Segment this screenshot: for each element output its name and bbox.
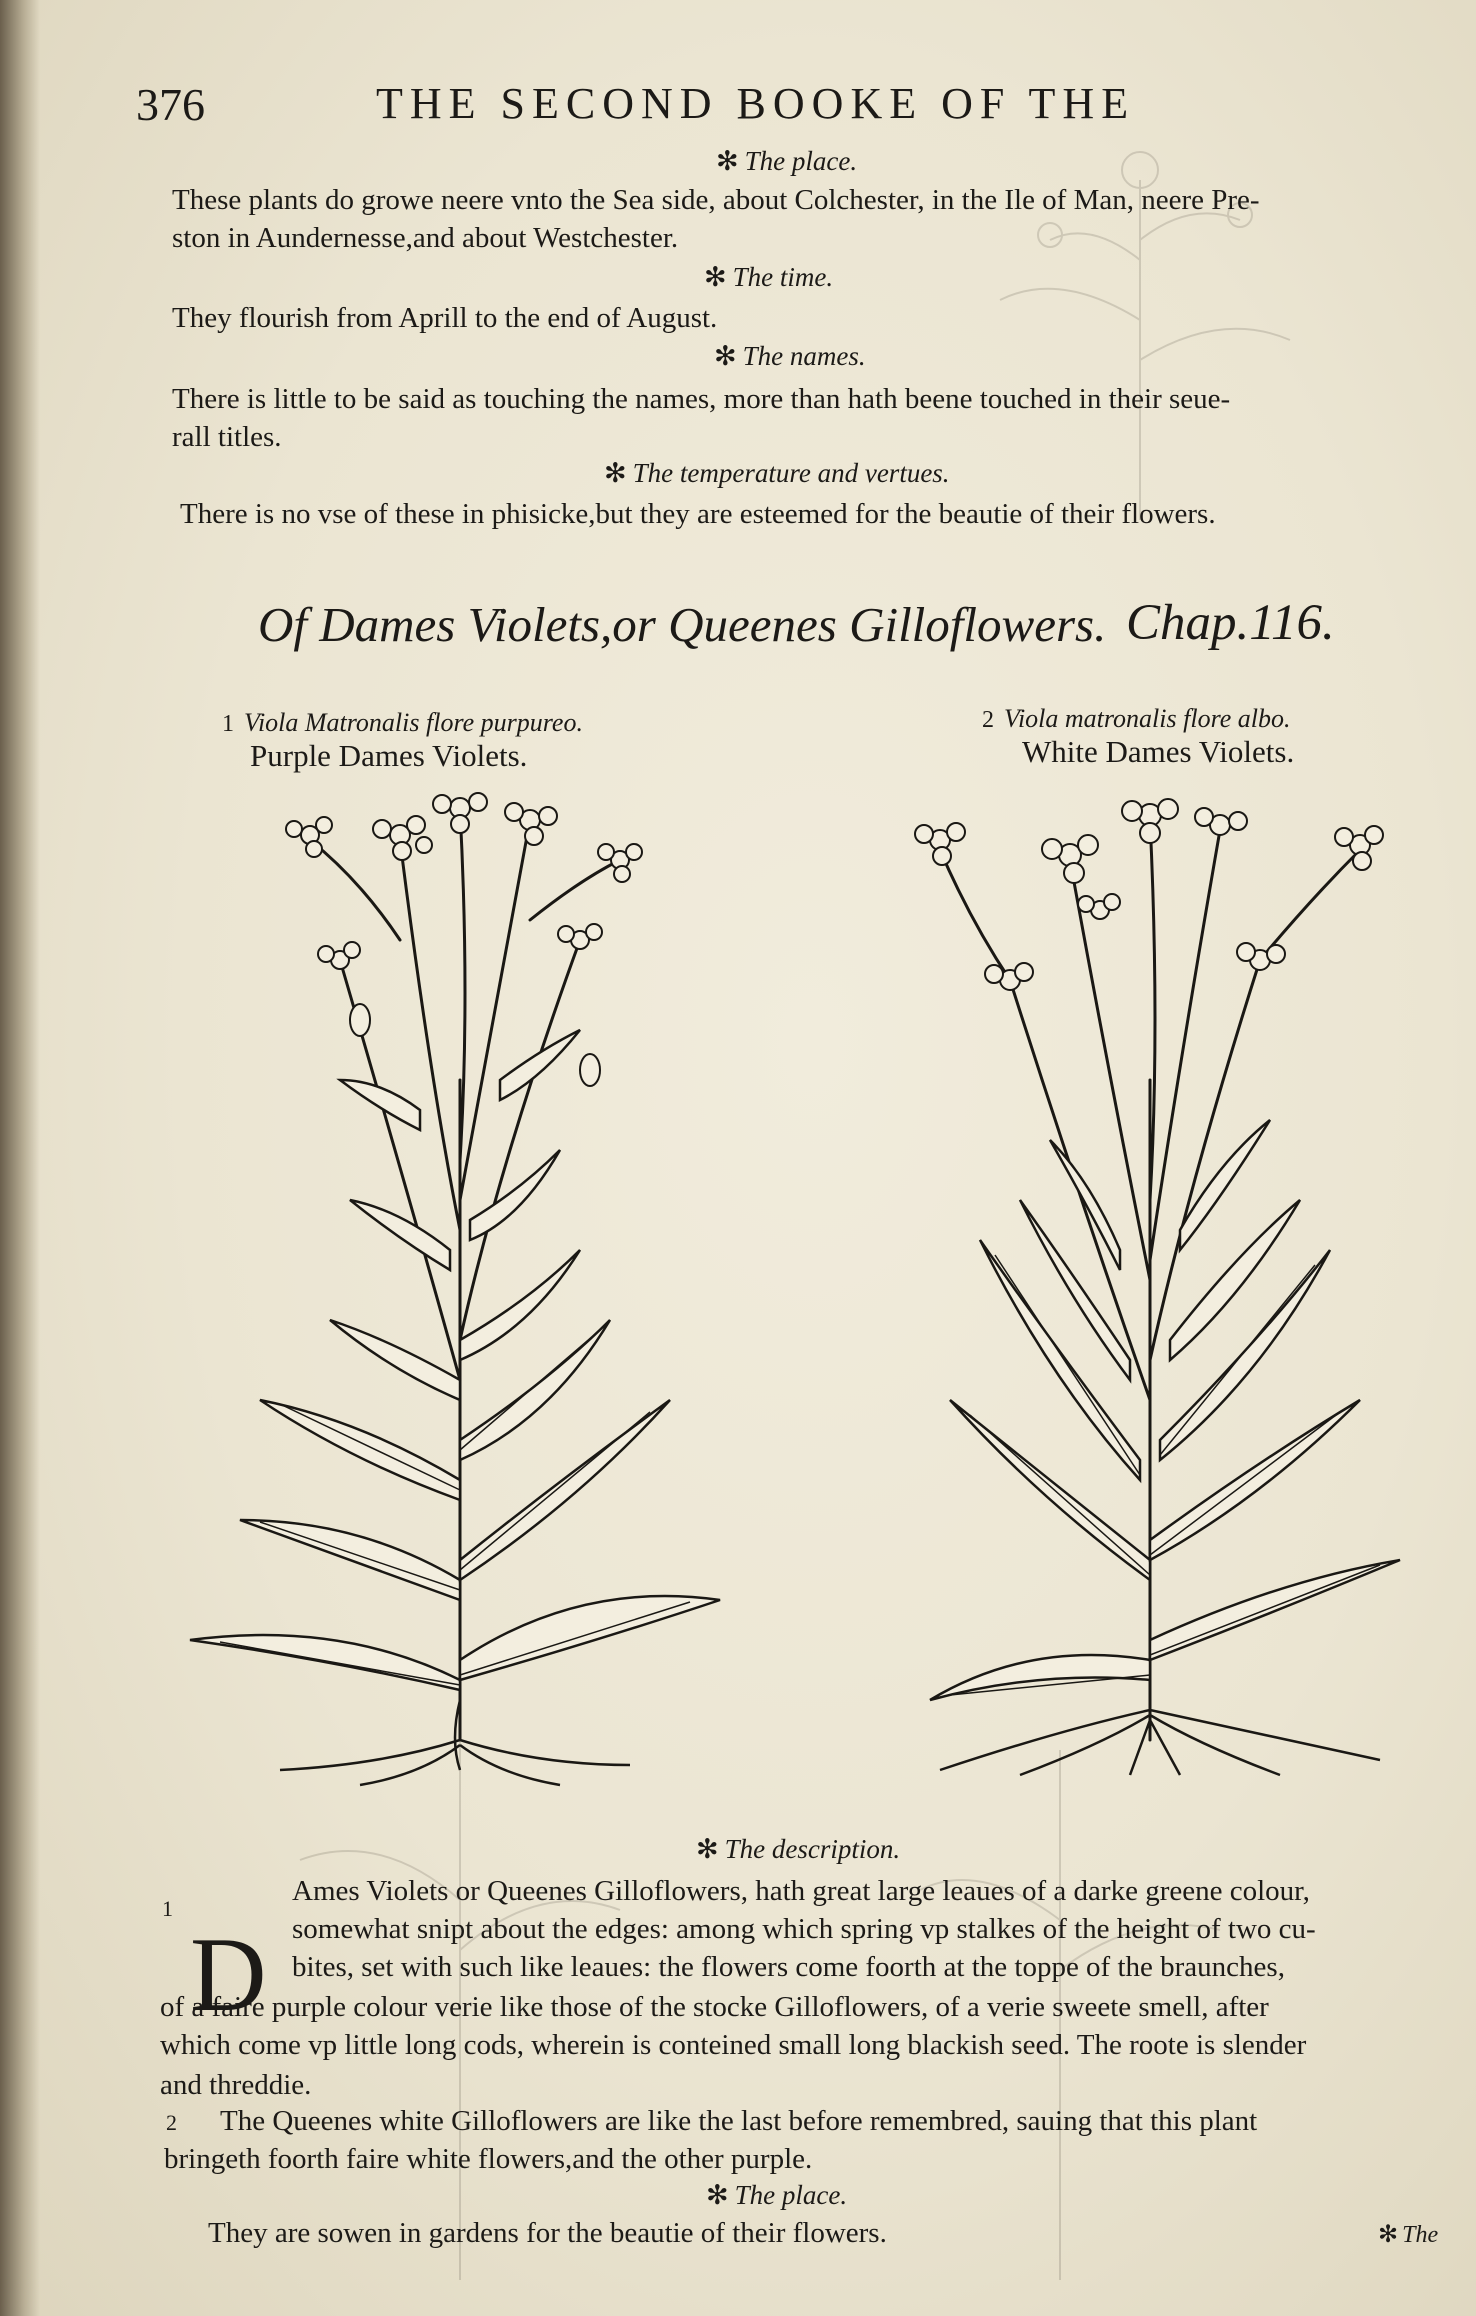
- body-line: bringeth foorth faire white flowers,and the other purple.: [164, 2143, 813, 2175]
- figure-1-english-caption: Purple Dames Violets.: [250, 738, 528, 773]
- asterism-icon: ✻: [1378, 2222, 1399, 2248]
- figure-2-latin-caption: 2 Viola matronalis flore albo.: [982, 704, 1291, 733]
- body-line: of a faire purple colour verie like those of the stocke Gilloflowers, of a verie sweete smell, after: [160, 1991, 1269, 2023]
- body-line: somewhat snipt about the edges: among which spring vp stalkes of the height of two cu-: [292, 1913, 1316, 1945]
- body-line: Ames Violets or Queenes Gilloflowers, hath great large leaues of a darke greene colour,: [292, 1875, 1310, 1907]
- section-heading-place: ✻ The place.: [716, 146, 858, 176]
- body-line: bites, set with such like leaues: the flowers come foorth at the toppe of the braunches,: [292, 1951, 1285, 1983]
- asterism-icon: ✻: [604, 458, 627, 488]
- section-heading-temperature: ✻ The temperature and vertues.: [604, 458, 950, 488]
- body-line: They flourish from Aprill to the end of August.: [172, 302, 718, 334]
- binding-gutter: [0, 0, 40, 2316]
- body-line: ston in Aundernesse,and about Westchester.: [172, 222, 679, 254]
- body-line: They are sowen in gardens for the beautie of their flowers.: [208, 2217, 887, 2249]
- chapter-title: Of Dames Violets,or Queenes Gilloflowers.: [258, 597, 1107, 652]
- body-line: There is little to be said as touching the names, more than hath beene touched in their seue-: [172, 383, 1231, 415]
- section-heading-time: ✻ The time.: [704, 262, 834, 292]
- body-line: which come vp little long cods, wherein is conteined small long blackish seed. The roote is slender: [160, 2029, 1307, 2061]
- white-dames-violets-woodcut: [860, 780, 1440, 1780]
- body-line: These plants do growe neere vnto the Sea side, about Colchester, in the Ile of Man, neere Pre-: [172, 184, 1260, 216]
- asterism-icon: ✻: [696, 1834, 719, 1864]
- body-line: There is no vse of these in phisicke,but they are esteemed for the beautie of their flowers.: [180, 498, 1216, 530]
- section-heading-names: ✻ The names.: [714, 341, 866, 371]
- page-number: 376: [136, 79, 205, 130]
- section-heading-place-2: ✻ The place.: [706, 2180, 848, 2210]
- body-line: rall titles.: [172, 421, 282, 453]
- body-line: and threddie.: [160, 2069, 312, 2101]
- asterism-icon: ✻: [704, 262, 727, 292]
- section-heading-description: ✻ The description.: [696, 1834, 901, 1864]
- figure-number: 2: [982, 707, 994, 733]
- figure-1-latin-caption: 1 Viola Matronalis flore purpureo.: [222, 708, 583, 737]
- chapter-number: Chap.116.: [1126, 595, 1335, 651]
- body-line: The Queenes white Gilloflowers are like the last before remembred, sauing that this plant: [220, 2105, 1258, 2137]
- asterism-icon: ✻: [716, 146, 739, 176]
- asterism-icon: ✻: [714, 341, 737, 371]
- figure-2-english-caption: White Dames Violets.: [1022, 734, 1295, 769]
- drop-capital: D: [190, 1916, 267, 2033]
- figure-number: 1: [222, 711, 234, 737]
- catchword: ✻ The: [1378, 2222, 1439, 2248]
- purple-dames-violets-woodcut: [160, 780, 760, 1790]
- running-head: THE SECOND BOOKE OF THE: [376, 79, 1136, 128]
- item-number: 2: [166, 2110, 177, 2135]
- asterism-icon: ✻: [706, 2180, 729, 2210]
- item-number: 1: [162, 1896, 173, 1921]
